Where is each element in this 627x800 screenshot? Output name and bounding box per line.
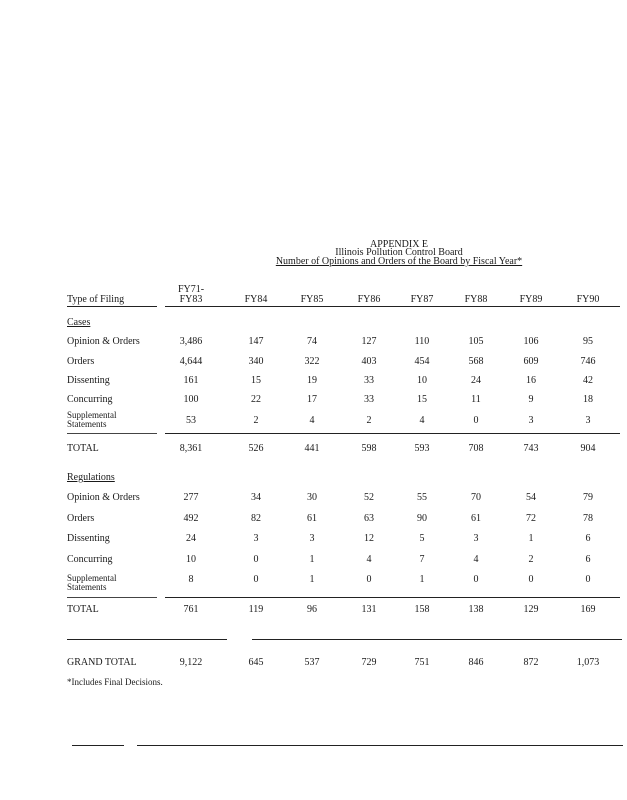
cases-cell: 4,644 <box>179 356 203 367</box>
cases-cell: 16 <box>526 375 536 386</box>
col-header-fy85: FY85 <box>300 294 324 305</box>
cases-total-label: TOTAL <box>67 443 99 454</box>
type-of-filing-header: Type of Filing <box>67 294 125 305</box>
regulations-cell: 70 <box>471 492 481 503</box>
cases-cell: 10 <box>417 375 427 386</box>
regulations-total-label: TOTAL <box>67 604 99 615</box>
cases-cell: 24 <box>471 375 481 386</box>
regulations-cell: 1 <box>419 574 425 585</box>
col-header-fy84: FY84 <box>244 294 268 305</box>
cases-cell: 106 <box>523 336 539 347</box>
regulations-cell: 0 <box>473 574 479 585</box>
cases-row-label: Supplemental <box>67 410 117 420</box>
cases-cell: 100 <box>183 394 199 405</box>
regulations-cell: 63 <box>364 513 374 524</box>
cases-cell: 9 <box>528 394 534 405</box>
cases-total-cell: 904 <box>580 443 596 454</box>
cases-cell: 746 <box>580 356 596 367</box>
cases-cell: 2 <box>253 415 259 426</box>
regulations-cell: 0 <box>528 574 534 585</box>
cases-total-cell: 8,361 <box>179 443 203 454</box>
grand-total-cell: 1,073 <box>576 657 600 668</box>
grand-total-cell: 846 <box>468 657 484 668</box>
cases-cell: 3 <box>528 415 534 426</box>
cases-cell: 74 <box>307 336 317 347</box>
table-subtitle: Number of Opinions and Orders of the Board by Fiscal Year* <box>275 256 523 267</box>
regulations-cell: 30 <box>307 492 317 503</box>
regulations-row-label: Opinion & Orders <box>67 492 140 503</box>
regulations-cell: 54 <box>526 492 536 503</box>
cases-cell: 568 <box>468 356 484 367</box>
regulations-cell: 7 <box>419 554 425 565</box>
regulations-total-cell: 158 <box>414 604 430 615</box>
regulations-cell: 6 <box>585 533 591 544</box>
regulations-cell: 24 <box>186 533 196 544</box>
cases-cell: 4 <box>419 415 425 426</box>
regulations-cell: 79 <box>583 492 593 503</box>
cases-cell: 0 <box>473 415 479 426</box>
regulations-cell: 78 <box>583 513 593 524</box>
cases-cell: 22 <box>251 394 261 405</box>
regulations-cell: 1 <box>309 554 315 565</box>
regulations-cell: 1 <box>528 533 534 544</box>
cases-row-label: Dissenting <box>67 375 110 386</box>
cases-cell: 19 <box>307 375 317 386</box>
cases-cell: 18 <box>583 394 593 405</box>
cases-cell: 3 <box>585 415 591 426</box>
cases-cell: 33 <box>364 394 374 405</box>
cases-cell: 3,486 <box>179 336 203 347</box>
col-header-fy71-top: FY71- <box>177 284 205 295</box>
cases-total-cell: 708 <box>468 443 484 454</box>
cases-cell: 15 <box>251 375 261 386</box>
regulations-cell: 0 <box>585 574 591 585</box>
cases-row-label: Concurring <box>67 394 113 405</box>
regulations-cell: 72 <box>526 513 536 524</box>
col-header-fy71-bottom: FY83 <box>179 294 203 305</box>
regulations-cell: 4 <box>366 554 372 565</box>
cases-row-label: Opinion & Orders <box>67 336 140 347</box>
regulations-row-label: Concurring <box>67 554 113 565</box>
cases-cell: 454 <box>414 356 430 367</box>
regulations-total-cell: 96 <box>307 604 317 615</box>
cases-cell: 322 <box>304 356 320 367</box>
regulations-cell: 55 <box>417 492 427 503</box>
cases-cell: 127 <box>361 336 377 347</box>
regulations-cell: 0 <box>253 554 259 565</box>
regulations-row-label: Supplemental <box>67 573 117 583</box>
cases-total-cell: 593 <box>414 443 430 454</box>
grand-total-cell: 9,122 <box>179 657 203 668</box>
col-header-fy89: FY89 <box>519 294 543 305</box>
regulations-total-cell: 129 <box>523 604 539 615</box>
regulations-cell: 61 <box>307 513 317 524</box>
cases-total-cell: 743 <box>523 443 539 454</box>
cases-cell: 2 <box>366 415 372 426</box>
grand-total-cell: 729 <box>361 657 377 668</box>
cases-row-label: Orders <box>67 356 95 367</box>
regulations-cell: 34 <box>251 492 261 503</box>
col-header-fy88: FY88 <box>464 294 488 305</box>
cases-cell: 105 <box>468 336 484 347</box>
grand-total-cell: 751 <box>414 657 430 668</box>
regulations-cell: 4 <box>473 554 479 565</box>
regulations-cell: 277 <box>183 492 199 503</box>
col-header-fy87: FY87 <box>410 294 434 305</box>
regulations-row-label: Statements <box>67 582 107 592</box>
cases-total-cell: 526 <box>248 443 264 454</box>
regulations-cell: 5 <box>419 533 425 544</box>
cases-cell: 95 <box>583 336 593 347</box>
cases-cell: 403 <box>361 356 377 367</box>
cases-cell: 53 <box>186 415 196 426</box>
grand-total-cell: 645 <box>248 657 264 668</box>
footnote: *Includes Final Decisions. <box>67 677 163 687</box>
appendix-title: APPENDIX E <box>369 239 429 250</box>
cases-cell: 15 <box>417 394 427 405</box>
regulations-total-cell: 131 <box>361 604 377 615</box>
cases-cell: 609 <box>523 356 539 367</box>
regulations-row-label: Dissenting <box>67 533 110 544</box>
cases-cell: 4 <box>309 415 315 426</box>
regulations-cell: 6 <box>585 554 591 565</box>
regulations-cell: 10 <box>186 554 196 565</box>
col-header-fy90: FY90 <box>576 294 600 305</box>
regulations-row-label: Orders <box>67 513 95 524</box>
cases-cell: 340 <box>248 356 264 367</box>
regulations-cell: 0 <box>253 574 259 585</box>
regulations-cell: 3 <box>473 533 479 544</box>
regulations-cell: 492 <box>183 513 199 524</box>
regulations-cell: 61 <box>471 513 481 524</box>
regulations-total-cell: 761 <box>183 604 199 615</box>
regulations-cell: 8 <box>188 574 194 585</box>
regulations-total-cell: 119 <box>248 604 264 615</box>
regulations-cell: 1 <box>309 574 315 585</box>
cases-total-cell: 598 <box>361 443 377 454</box>
agency-title: Illinois Pollution Control Board <box>335 247 463 258</box>
regulations-cell: 12 <box>364 533 374 544</box>
grand-total-cell: 537 <box>304 657 320 668</box>
cases-row-label: Statements <box>67 419 107 429</box>
grand-total-label: GRAND TOTAL <box>67 657 137 668</box>
cases-cell: 17 <box>307 394 317 405</box>
regulations-cell: 52 <box>364 492 374 503</box>
cases-cell: 147 <box>248 336 264 347</box>
cases-cell: 11 <box>471 394 481 405</box>
cases-cell: 42 <box>583 375 593 386</box>
regulations-cell: 2 <box>528 554 534 565</box>
regulations-total-cell: 169 <box>580 604 596 615</box>
col-header-fy86: FY86 <box>357 294 381 305</box>
regulations-section-title: Regulations <box>67 472 115 483</box>
cases-section-title: Cases <box>67 317 91 328</box>
regulations-cell: 82 <box>251 513 261 524</box>
regulations-cell: 3 <box>253 533 259 544</box>
cases-total-cell: 441 <box>304 443 320 454</box>
regulations-cell: 0 <box>366 574 372 585</box>
cases-cell: 161 <box>183 375 199 386</box>
cases-cell: 33 <box>364 375 374 386</box>
regulations-cell: 90 <box>417 513 427 524</box>
regulations-total-cell: 138 <box>468 604 484 615</box>
grand-total-cell: 872 <box>523 657 539 668</box>
regulations-cell: 3 <box>309 533 315 544</box>
cases-cell: 110 <box>414 336 430 347</box>
